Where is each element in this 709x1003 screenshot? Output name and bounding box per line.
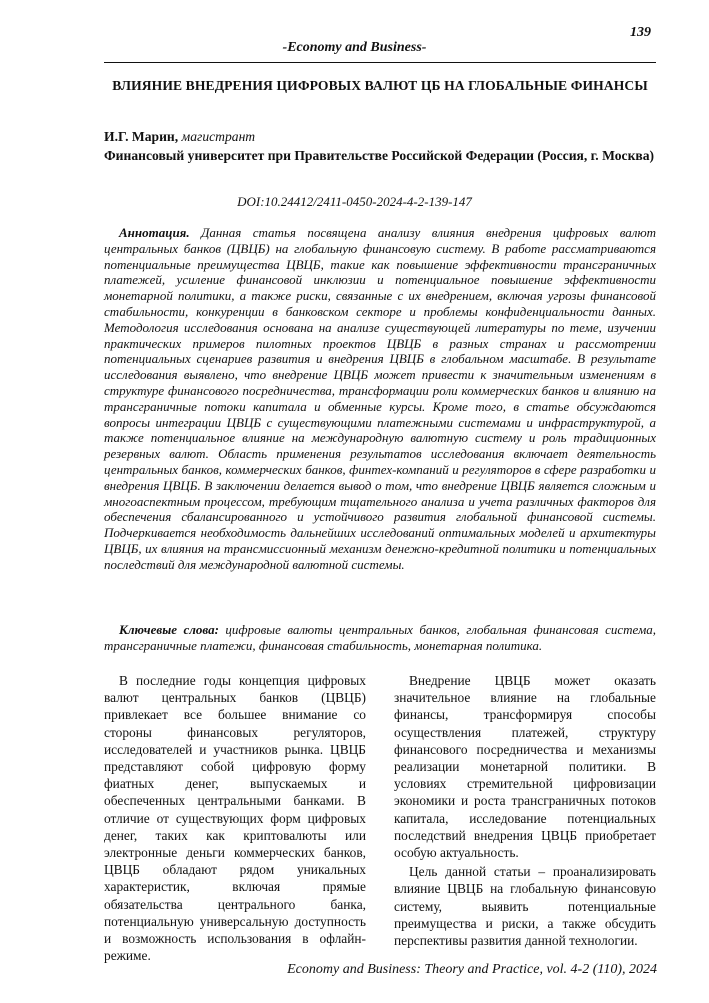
abstract bbox=[104, 225, 656, 573]
author-role: магистрант bbox=[181, 129, 256, 144]
abstract-label: Аннотация. bbox=[119, 225, 190, 240]
article-title: ВЛИЯНИЕ ВНЕДРЕНИЯ ЦИФРОВЫХ ВАЛЮТ ЦБ НА ГЛОБАЛЬНЫЕ ФИНАНСЫ bbox=[112, 78, 648, 93]
keywords-text: цифровые валюты центральных банков, глобальная финансовая система, трансграничные платежи, финансовая стабильность, монетарная политика. bbox=[104, 622, 656, 653]
doi-line: DOI:10.24412/2411-0450-2024-4-2-139-147 bbox=[237, 194, 472, 209]
author-name: И.Г. Марин, bbox=[104, 129, 179, 144]
abstract-text: Данная статья посвящена анализу влияния внедрения цифровых валют центральных банков (ЦВЦБ) на глобальную финансовую систему. В работе рассматриваются потенциальные преимущества ЦВЦБ, такие как повышение эффективности трансграничных платежей, усиление финансовой инклюзии и потенциальное повышение эффективности монетарной политики, а также риски, связанные с их внедрением, включая угрозы финансовой стабильности, конкуренции в банковском секторе и проблемы конфиденциальности данных. Методология исследования основана на анализе существующей литературы по теме, изучении практических примеров пилотных проектов ЦВЦБ в разных странах и рассмотрении потенциальных сценариев развития и внедрения ЦВЦБ в глобальном масштабе. В результате исследования выявлено, что внедрение ЦВЦБ может привести к значительным изменениям в структуре финансового посредничества, трансформации роли коммерческих банков и влиянию на трансграничные потоки капитала и обменные курсы. Кроме того, в статье обсуждаются вопросы интеграции ЦВЦБ с существующими платежными системами и инфраструктурой, а также потенциальное влияние на международную валютную систему и роль традиционных резервных валют. Область применения результатов исследования включает деятельность центральных банков, коммерческих банков, финтех-компаний и регуляторов в сфере разработки и внедрения ЦВЦБ. В заключении делается вывод о том, что внедрение ЦВЦБ является сложным и многоаспектным процессом, требующим тщательного анализа и учета различных факторов для обеспечения сбалансированного и устойчивого развития глобальной финансовой системы. Подчеркивается необходимость дальнейших исследований оптимальных моделей и архитектуры ЦВЦБ, их влияния на трансмиссионный механизм денежно-кредитной политики и потенциальных последствий для международной валютной системы. bbox=[104, 225, 657, 572]
body-paragraph: В последние годы концепция цифровых валют центральных банков (ЦВЦБ) привлекает все большее внимание со стороны финансовых регуляторов, исследователей и участников рынка. ЦВЦБ представляют собой цифровую форму фиатных денег, выпускаемых и обеспеченных центральными банками. В отличие от существующих форм цифровых денег, таких как криптовалюты или электронные деньги коммерческих банков, ЦВЦБ обладают рядом уникальных характеристик, включая прямые обязательства центрального банка, потенциальную универсальную доступность и возможность использования в офлайн-режиме. bbox=[104, 673, 366, 964]
body-column-left bbox=[104, 672, 366, 964]
author-affiliation: Финансовый университет при Правительстве Российской Федерации (Россия, г. Москва) bbox=[104, 148, 655, 163]
body-paragraph: Внедрение ЦВЦБ может оказать значительное влияние на глобальные финансы, трансформируя способы осуществления платежей, структуру финансового посредничества и механизмы реализации монетарной политики. В условиях стремительной цифровизации экономики и роста трансграничных потоков капитала, исследование потенциальных последствий внедрения ЦВЦБ приобретает особую актуальность. bbox=[394, 673, 656, 861]
keywords bbox=[104, 622, 656, 654]
running-header: -Economy and Business- bbox=[282, 40, 427, 55]
keywords-label: Ключевые слова: bbox=[119, 622, 219, 637]
body-column-right bbox=[394, 672, 656, 949]
footer-citation: Economy and Business: Theory and Practice, vol. 4-2 (110), 2024 bbox=[287, 962, 657, 977]
body-paragraph: Цель данной статьи – проанализировать влияние ЦВЦБ на глобальную финансовую систему, выявить потенциальные преимущества и риски, а также обсудить перспективы развития данной технологии. bbox=[394, 864, 656, 949]
author-line bbox=[104, 129, 255, 145]
header-divider bbox=[104, 62, 656, 63]
page-number: 139 bbox=[630, 25, 651, 40]
